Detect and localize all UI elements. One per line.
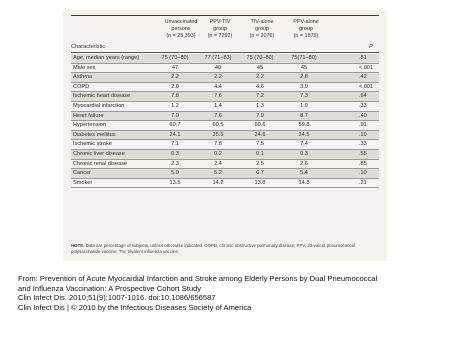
table-row (71, 121, 379, 131)
cell-c1: 75 (70–80) (161, 55, 189, 61)
cell-c3: 1.3 (256, 102, 264, 109)
header-ppv-alone: PPV-alone group (n = 1875) (293, 19, 319, 39)
cell-c1: 24.1 (169, 131, 181, 138)
cell-c4: 2.6 (300, 160, 308, 167)
table-row (71, 54, 379, 64)
cell-p: .91 (359, 122, 367, 129)
row-label: Diabetes mellitus (73, 131, 116, 138)
cell-c4: 0.3 (300, 150, 308, 157)
table-body (71, 54, 379, 188)
cell-p: .33 (359, 102, 367, 109)
cell-c3: 13.8 (254, 179, 266, 186)
table-row (71, 64, 379, 74)
table-row (71, 140, 379, 150)
cell-c2: 4.4 (214, 83, 222, 90)
cell-c3: 60.6 (254, 122, 266, 129)
cell-p: .85 (359, 160, 367, 167)
cell-p: .10 (359, 170, 367, 177)
header-tiv-alone: TIV-alone group (n = 2076) (249, 19, 275, 39)
note-text: Data are percentage of subjects, unless otherwise indicated. COPD, chronic obstructive pulmonary disease; PPV, 23-valent pneumococcal polysaccharide vaccine; TIV, trivalent influenza vaccine. (71, 243, 355, 254)
figure-caption (18, 274, 448, 312)
caption-copyright: Clin Infect Dis | © 2010 by the Infectious Diseases Society of America (18, 302, 252, 312)
cell-c2: 7.6 (214, 93, 222, 100)
cell-c2: 25.5 (212, 131, 224, 138)
cell-p: <.001 (359, 83, 374, 90)
cell-c3: 6.7 (256, 170, 264, 177)
row-label: Ischemic heart disease (73, 93, 131, 100)
table-row (71, 73, 379, 83)
cell-c1: 2.2 (171, 74, 179, 81)
cell-c2: 14.2 (212, 179, 224, 186)
cell-c4: 7.4 (300, 141, 308, 148)
table-top-rule (71, 15, 379, 16)
cell-c2: 7.8 (214, 141, 222, 148)
cell-c3: 2.2 (256, 74, 264, 81)
cell-c1: 7.1 (171, 141, 179, 148)
header-rule (71, 52, 379, 53)
row-label: COPD (73, 83, 90, 90)
table-row (71, 92, 379, 102)
cell-c4: 14.8 (298, 179, 310, 186)
table-note (71, 243, 379, 254)
caption-title-line1: From: Prevention of Acute Myocardial Infarction and Stroke among Elderly Persons by Dual Pneumococcal (18, 274, 378, 283)
cell-c1: 7.9 (171, 112, 179, 119)
row-label: Age, median years (range) (73, 55, 140, 61)
cell-c4: 7.3 (300, 93, 308, 100)
header-p-value: P (369, 44, 373, 50)
cell-c1: 13.5 (169, 179, 181, 186)
cell-p: .81 (359, 55, 367, 61)
cell-p: .21 (359, 179, 367, 186)
cell-p: .40 (359, 112, 367, 119)
cell-c3: 24.6 (254, 131, 266, 138)
cell-c4: 3.9 (300, 83, 308, 90)
cell-c1: 5.9 (171, 170, 179, 177)
cell-c1: 2.0 (171, 83, 179, 90)
cell-p: .42 (359, 74, 367, 81)
cell-p: .33 (359, 141, 367, 148)
cell-c4: 75(71–80) (291, 55, 317, 61)
cell-c2: 5.2 (214, 170, 222, 177)
cell-c4: 8.7 (300, 112, 308, 119)
row-label: Chronic liver disease (73, 150, 125, 157)
cell-p: .64 (359, 93, 367, 100)
cell-c2: 7.6 (214, 112, 222, 119)
row-label: Myocardial infarction (73, 102, 125, 109)
cell-p: .10 (359, 131, 367, 138)
cell-c2: 0.2 (214, 150, 222, 157)
cell-c4: 59.8 (298, 122, 310, 129)
cell-c2: 60.5 (212, 122, 224, 129)
header-characteristic: Characteristic (71, 44, 106, 50)
row-label: Male sex (73, 64, 96, 71)
cell-c4: 5.4 (300, 170, 308, 177)
row-label: Chronic renal disease (73, 160, 128, 167)
table-row (71, 83, 379, 93)
row-label: Cancer (73, 170, 92, 177)
cell-c3: 7.5 (256, 141, 264, 148)
row-label: Heart failure (73, 112, 104, 119)
cell-c3: 7.2 (256, 93, 264, 100)
cell-c4: 1.0 (300, 102, 308, 109)
cell-c3: 75 (70–80) (246, 55, 274, 61)
table-row (71, 102, 379, 112)
cell-c4: 24.5 (298, 131, 310, 138)
cell-p: .55 (359, 150, 367, 157)
table-row (71, 179, 379, 189)
table-row (71, 169, 379, 179)
cell-c2: 1.4 (214, 102, 222, 109)
table-row (71, 131, 379, 141)
cell-c3: 0.1 (256, 150, 264, 157)
cell-c4: 2.8 (300, 74, 308, 81)
table-row (71, 112, 379, 122)
cell-c3: 4.6 (256, 83, 264, 90)
caption-citation: Clin Infect Dis. 2010;51(9):1007-1016. doi:10.1086/656587 (18, 293, 216, 303)
table-figure (63, 10, 387, 261)
cell-c1: 47 (171, 64, 179, 71)
row-label: Hypertension (73, 122, 106, 129)
cell-c1: 1.2 (171, 102, 179, 109)
cell-c2: 2.4 (214, 160, 222, 167)
header-unvaccinated: Unvaccinated persons (n = 25,393) (164, 19, 198, 39)
cell-c3: 45 (256, 64, 264, 71)
row-label: Smoker (73, 179, 93, 186)
cell-c2: 2.2 (214, 74, 222, 81)
table-row (71, 150, 379, 160)
cell-c1: 60.7 (169, 122, 181, 129)
table-row (71, 160, 379, 170)
cell-c4: 45 (300, 64, 308, 71)
caption-title-line2: and Influenza Vaccination: A Prospective Cohort Study (18, 283, 202, 293)
note-label: NOTE. (71, 243, 85, 248)
cell-p: <.001 (359, 64, 374, 71)
cell-c2: 40 (214, 64, 222, 71)
cell-c1: 7.8 (171, 93, 179, 100)
row-label: Ischemic stroke (73, 141, 112, 148)
header-ppv-tiv: PPV-TIV group (n = 7292) (207, 19, 233, 39)
cell-c3: 2.5 (256, 160, 264, 167)
cell-c1: 2.3 (171, 160, 179, 167)
cell-c2: 77 (71–83) (204, 55, 232, 61)
row-label: Asthma (73, 74, 92, 81)
cell-c1: 0.3 (171, 150, 179, 157)
cell-c3: 7.9 (256, 112, 264, 119)
